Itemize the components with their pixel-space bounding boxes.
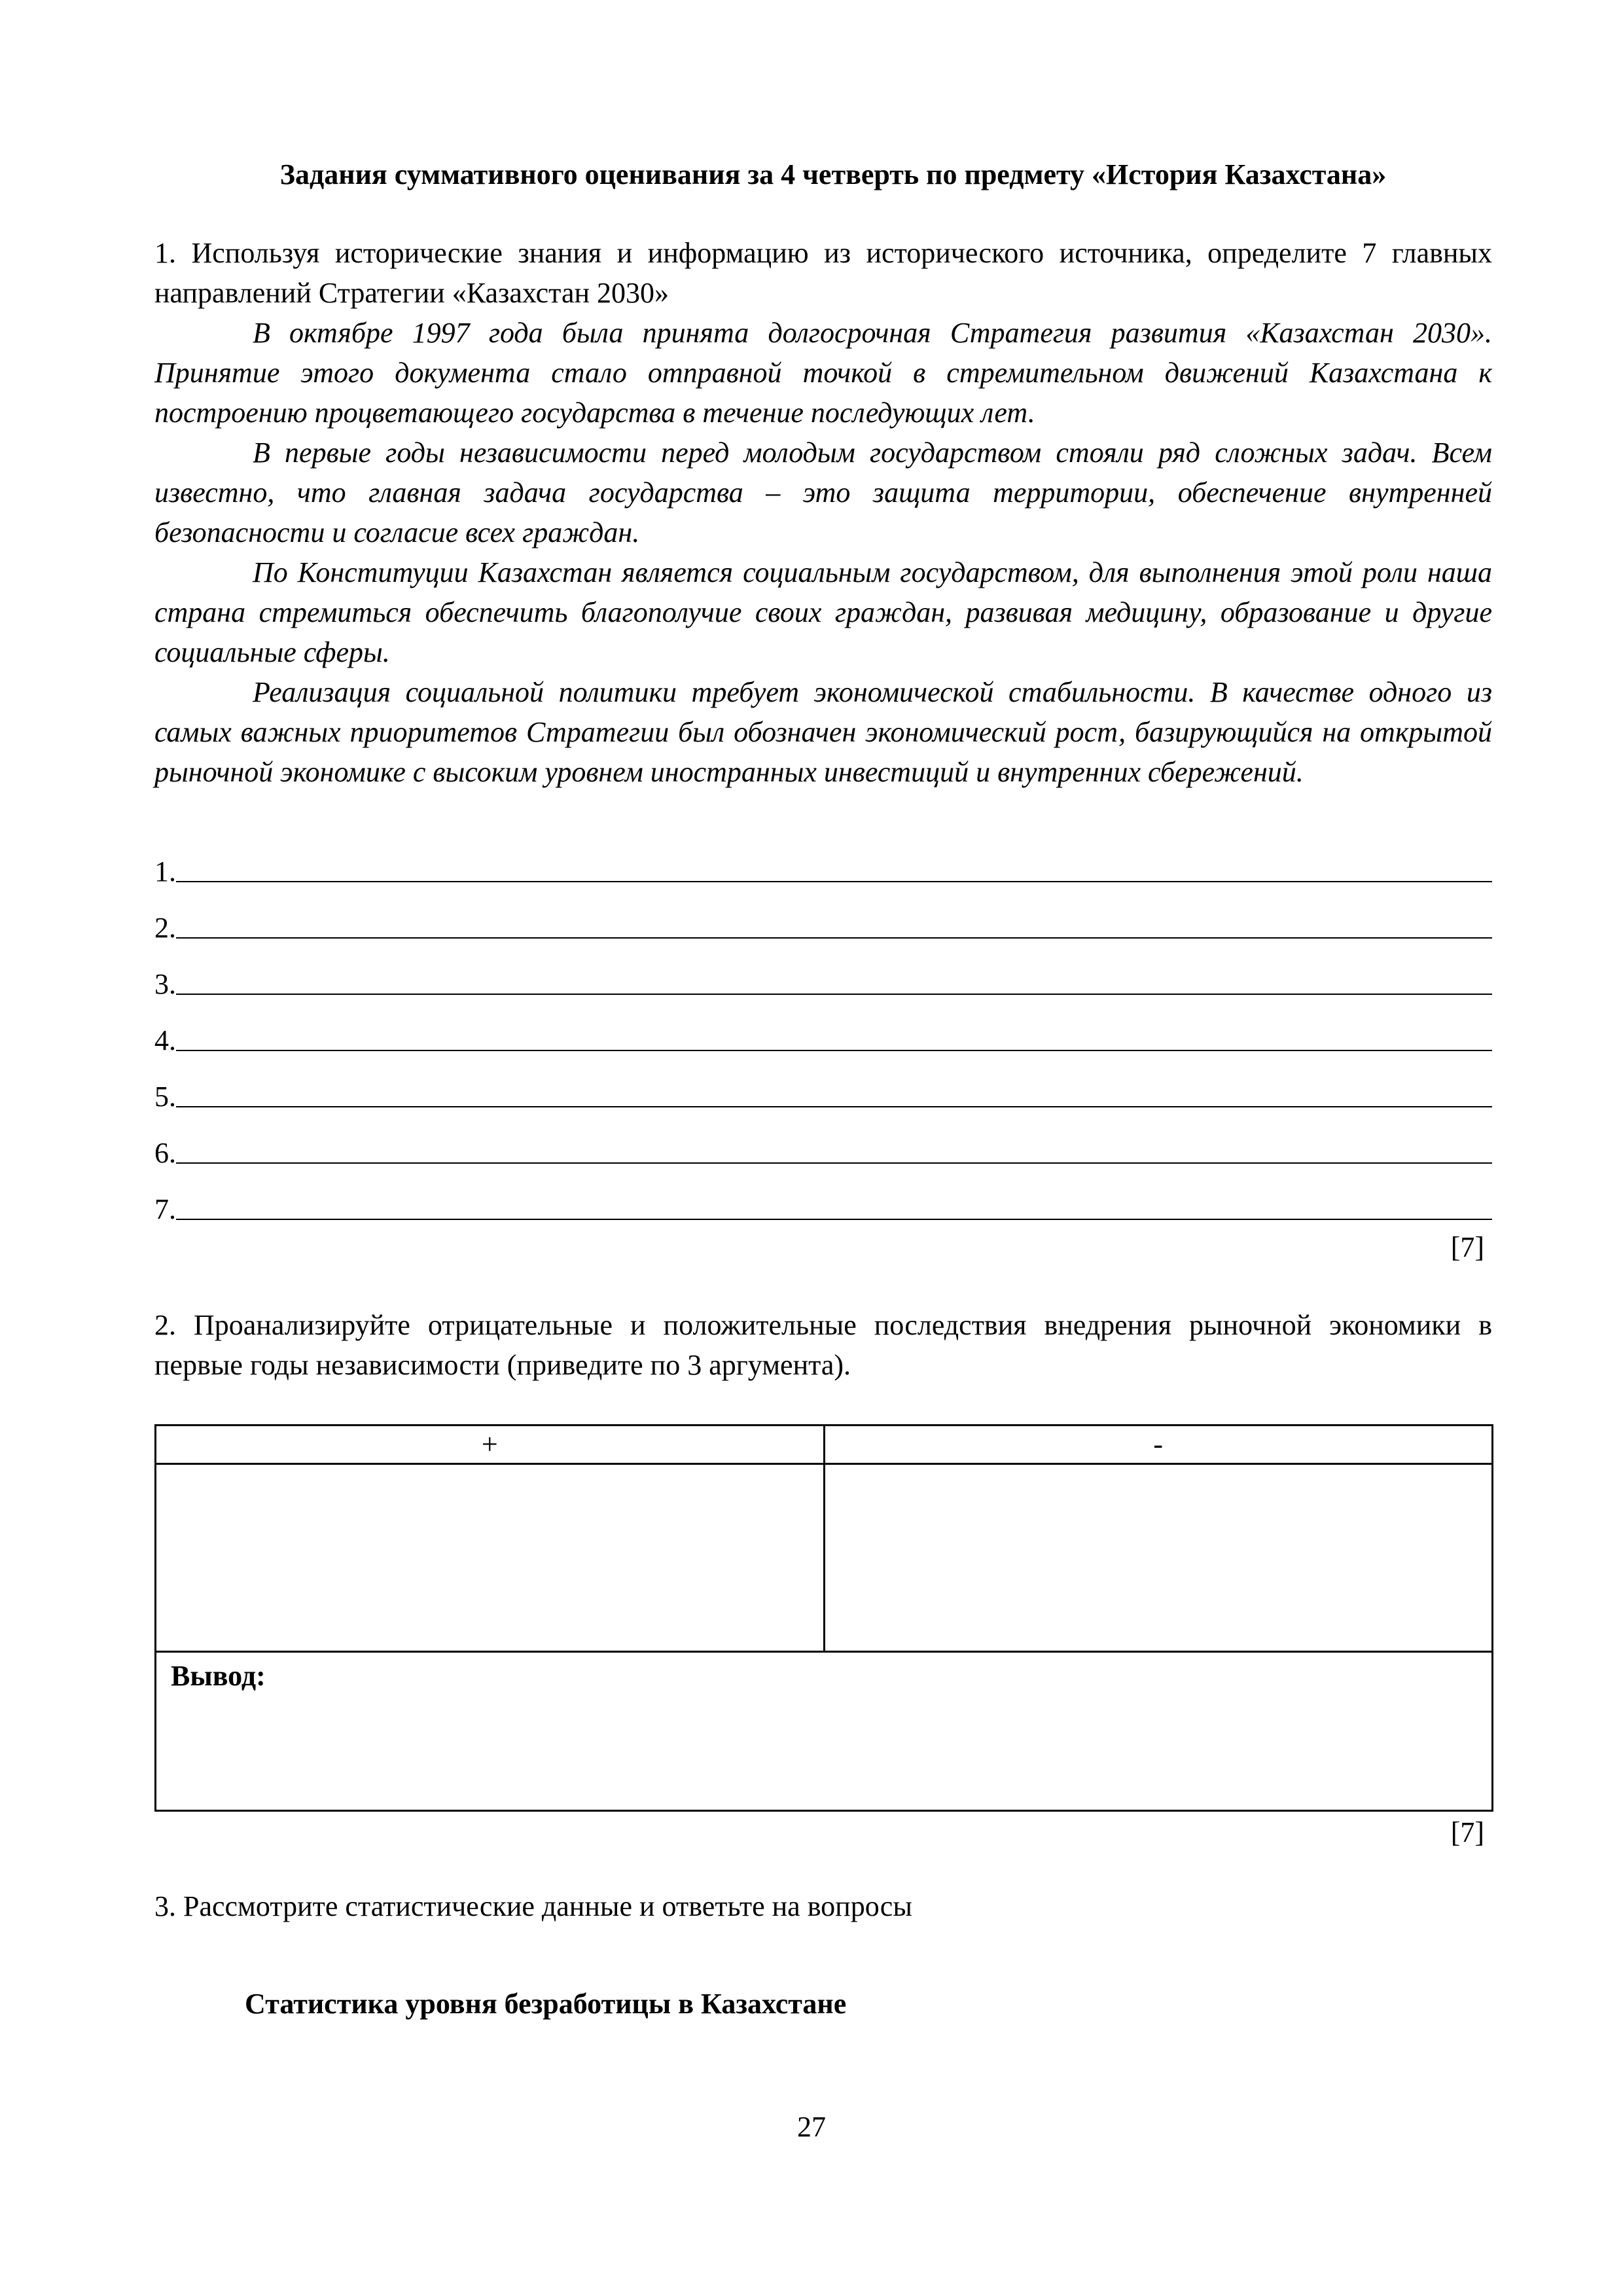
answer-blank[interactable] xyxy=(176,911,1492,939)
answer-number: 5. xyxy=(154,1081,176,1113)
minus-column-header: - xyxy=(824,1426,1493,1464)
answer-blank[interactable] xyxy=(176,1193,1492,1220)
plus-column-header: + xyxy=(156,1426,825,1464)
page-title: Задания суммативного оценивания за 4 четверть по предмету «История Казахстана» xyxy=(279,158,1387,190)
source-paragraph: В октябре 1997 года была принята долгосрочная Стратегия развития «Казахстан 2030». Принятие этого документа стало отправной точкой в стремительном движений Казахстана к построению процветающего государства в течение последующих лет. xyxy=(154,317,1492,429)
source-paragraph: По Конституции Казахстан является социальным государством, для выполнения этой роли наша страна стремиться обеспечить благополучие своих граждан, развивая медицину, образование и другие социальные сферы. xyxy=(154,556,1492,668)
minus-answer-cell[interactable] xyxy=(824,1464,1493,1652)
answer-line[interactable] xyxy=(154,1170,1492,1227)
answer-lines xyxy=(154,833,1492,1227)
answer-line[interactable] xyxy=(154,945,1492,1001)
worksheet-page xyxy=(154,154,1492,2024)
pros-cons-table xyxy=(154,1424,1493,1812)
page-number: 27 xyxy=(797,2111,826,2143)
answer-line[interactable] xyxy=(154,833,1492,889)
answer-line[interactable] xyxy=(154,1114,1492,1170)
answer-number: 4. xyxy=(154,1024,176,1056)
answer-blank[interactable] xyxy=(176,855,1492,882)
answer-number: 7. xyxy=(154,1193,176,1225)
plus-answer-cell[interactable] xyxy=(156,1464,825,1652)
answer-number: 2. xyxy=(154,912,176,944)
conclusion-cell[interactable] xyxy=(156,1652,1493,1811)
answer-number: 3. xyxy=(154,968,176,1000)
question-1-text: 1. Используя исторические знания и информацию из исторического источника, определите 7 главных направлений Стратегии «Казахстан 2030» xyxy=(154,237,1492,309)
source-paragraph: В первые годы независимости перед молодым государством стояли ряд сложных задач. Всем известно, что главная задача государства – это защита территории, обеспечение внутренней безопасности и согласие всех граждан. xyxy=(154,437,1492,548)
question-2-mark: [7] xyxy=(1450,1816,1484,1848)
answer-line[interactable] xyxy=(154,1058,1492,1114)
answer-line[interactable] xyxy=(154,1001,1492,1058)
answer-blank[interactable] xyxy=(176,1080,1492,1107)
historical-source xyxy=(154,313,1492,792)
answer-blank[interactable] xyxy=(176,1136,1492,1164)
answer-blank[interactable] xyxy=(176,1024,1492,1051)
source-paragraph: Реализация социальной политики требует экономической стабильности. В качестве одного из самых важных приоритетов Стратегии был обозначен экономический рост, базирующийся на открытой рыночной экономике с высоким уровнем иностранных инвестиций и внутренних сбережений. xyxy=(154,676,1492,788)
question-3-text: 3. Рассмотрите статистические данные и ответьте на вопросы xyxy=(154,1890,912,1922)
statistics-heading: Статистика уровня безработицы в Казахстане xyxy=(245,1988,847,2020)
answer-number: 1. xyxy=(154,855,176,888)
question-2-text: 2. Проанализируйте отрицательные и положительные последствия внедрения рыночной экономики в первые годы независимости (приведите по 3 аргумента). xyxy=(154,1309,1492,1381)
question-1-mark: [7] xyxy=(1450,1231,1484,1263)
conclusion-label: Вывод: xyxy=(171,1660,266,1692)
answer-line[interactable] xyxy=(154,889,1492,945)
answer-blank[interactable] xyxy=(176,967,1492,995)
answer-number: 6. xyxy=(154,1137,176,1169)
